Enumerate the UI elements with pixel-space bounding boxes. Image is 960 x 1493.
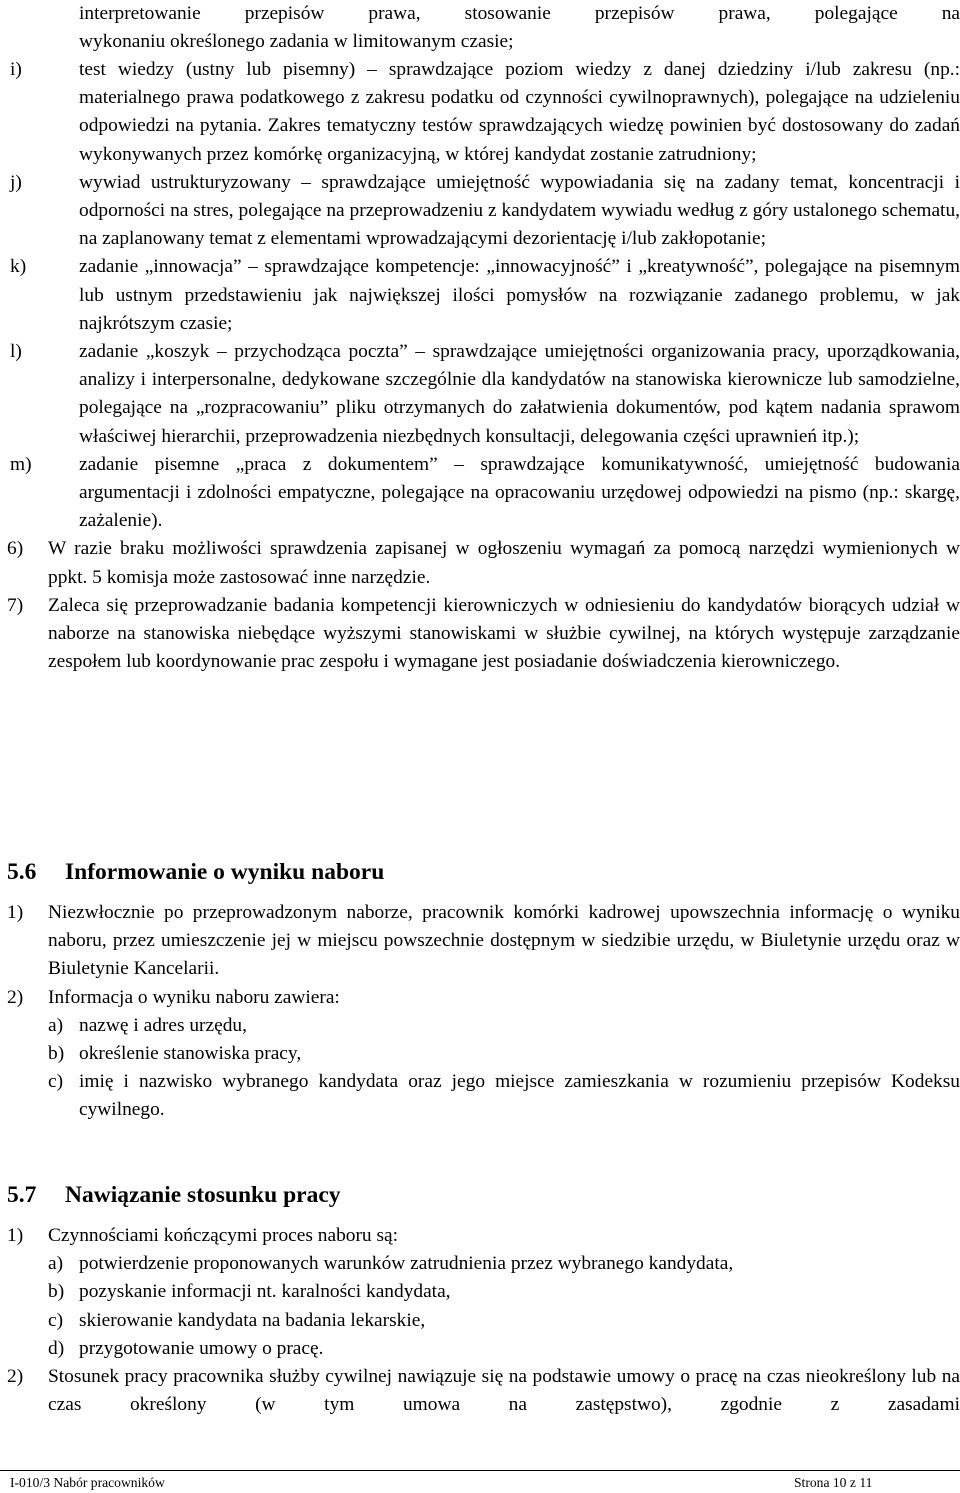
numbered-text: W razie braku możliwości sprawdzenia zapisanej w ogłoszeniu wymagań za pomocą narzędzi wymienionych w ppkt. 5 komisja może zastosować inne narzędzie.: [48, 538, 960, 588]
sub-label: c): [48, 1309, 64, 1331]
numbered-text: Zaleca się przeprowadzanie badania kompetencji kierowniczych w odniesieniu do kandydatów biorących udział w naborze na stanowiska niebędące wyższymi stanowiskami w służbie cywilnej, na których występuje zarządzanie zespołem lub koordynowanie prac zespołu i wymagane jest posiadanie doświadczenia kierowniczego.: [48, 594, 960, 673]
sub-label: a): [48, 1014, 64, 1036]
sub-item-c: [0, 1068, 960, 1124]
numbered-text: Czynnościami kończącymi proces naboru są:: [48, 1225, 398, 1246]
numbered-text: Informacja o wyniku naboru zawiera:: [48, 986, 340, 1008]
section-5-7: [0, 1180, 960, 1419]
numbered-label: 2): [7, 986, 24, 1008]
sub-label: d): [48, 1337, 65, 1359]
numbered-item-7: [0, 592, 960, 677]
list-item-m: [0, 451, 960, 536]
numbered-label: 1): [7, 1225, 24, 1246]
sub-item-b: [0, 1040, 960, 1068]
numbered-label: 6): [7, 538, 24, 560]
footer-page-number: Strona 10 z 11: [794, 1475, 873, 1490]
section-number: 5.6: [7, 859, 37, 885]
numbered-text: Niezwłocznie po przeprowadzonym naborze, pracownik komórki kadrowej upowszechnia informację o wyniku naboru, przez umieszczenie jej w miejscu powszechnie dostępnym w siedzibie urzędu, w Biuletynie urzędu oraz w Biuletynie Kancelarii.: [48, 902, 960, 980]
section-5-6: [0, 857, 960, 1125]
sub-text: przygotowanie umowy o pracę.: [79, 1337, 324, 1359]
sub-item-c: [0, 1307, 960, 1335]
numbered-label: 7): [7, 594, 24, 616]
sub-label: a): [48, 1253, 64, 1275]
sub-text: pozyskanie informacji nt. karalności kandydata,: [79, 1281, 451, 1303]
lettered-list: [0, 56, 960, 676]
list-text: test wiedzy (ustny lub pisemny) – sprawdzające poziom wiedzy z danej dziedziny i/lub zakresu (np.: materialnego prawa podatkowego z zakresu podatku od czynności cywilnoprawnych), polegające na udzieleniu odpowiedzi na pytania. Zakres tematyczny testów sprawdzających wiedzę powinien być dostosowany do zadań wykonywanych przez komórkę organizacyjną, w której kandydat zostanie zatrudniony;: [79, 59, 960, 165]
numbered-text: Stosunek pracy pracownika służby cywilnej nawiązuje się na podstawie umowy o pracę na czas nieokreślony lub na czas określony (w tym umowa na zastępstwo), zgodnie z zasadami: [48, 1366, 960, 1416]
sub-item-b: [0, 1278, 960, 1306]
sub-text: potwierdzenie proponowanych warunków zatrudnienia przez wybranego kandydata,: [79, 1253, 734, 1275]
list-text: zadanie „innowacja” – sprawdzające kompetencje: „innowacyjność” i „kreatywność”, polegające na pisemnym lub ustnym przedstawieniu jak największej ilości pomysłów na rozwiązanie zadanego problemu, w jak najkrótszym czasie;: [79, 256, 960, 334]
footer-document-id: I-010/3 Nabór pracowników: [10, 1475, 165, 1490]
list-item-l: [0, 338, 960, 451]
page-footer: [0, 1470, 960, 1490]
numbered-label: 1): [7, 902, 24, 923]
list-label: k): [10, 256, 27, 278]
section-number: 5.7: [7, 1182, 37, 1208]
sub-text: określenie stanowiska pracy,: [79, 1043, 302, 1065]
list-label: i): [10, 59, 22, 80]
sub-text: skierowanie kandydata na badania lekarskie,: [79, 1309, 426, 1331]
section-heading: [0, 1180, 960, 1210]
list-label: j): [10, 171, 22, 193]
numbered-item-6: [0, 535, 960, 591]
list-label: m): [10, 453, 32, 475]
continuation-line-2: wykonaniu określonego zadania w limitowanym czasie;: [79, 31, 514, 53]
sub-item-a: [0, 1250, 960, 1278]
section-heading: [0, 857, 960, 887]
sub-label: c): [48, 1071, 64, 1093]
list-text: wywiad ustrukturyzowany – sprawdzające umiejętność wypowiadania się na zadany temat, koncentracji i odporności na stres, polegające na przeprowadzeniu z kandydatem wywiadu według z góry ustalonego schematu, na zaplanowany temat z elementami wprowadzającymi dezorientację i/lub zakłopotanie;: [79, 171, 960, 250]
list-item-j: [0, 169, 960, 254]
numbered-label: 2): [7, 1366, 24, 1388]
sub-text: imię i nazwisko wybranego kandydata oraz jego miejsce zamieszkania w rozumieniu przepisów Kodeksu cywilnego.: [79, 1071, 960, 1121]
sub-label: b): [48, 1043, 65, 1065]
numbered-item-2: [0, 984, 960, 1012]
list-item-k: [0, 253, 960, 338]
continuation-line-1: interpretowanie przepisów prawa, stosowanie przepisów prawa, polegające na: [79, 3, 960, 24]
list-text: zadanie „koszyk – przychodząca poczta” – sprawdzające umiejętności organizowania pracy, uporządkowania, analizy i interpersonalne, dedykowane szczególnie dla kandydatów na stanowiska kierownicze lub samodzielne, polegające na „rozpracowaniu” pliku otrzymanych do załatwienia dokumentów, pod kątem nadania sprawom właściwej hierarchii, przeprowadzenia niezbędnych konsultacji, delegowania części uprawnień itp.);: [79, 341, 960, 447]
sub-item-a: [0, 1012, 960, 1040]
section-title: Informowanie o wyniku naboru: [65, 859, 385, 885]
section-title: Nawiązanie stosunku pracy: [65, 1182, 341, 1208]
continuation-text: [0, 0, 960, 56]
numbered-item-2: [0, 1363, 960, 1419]
numbered-item-1: [0, 1222, 960, 1250]
sub-text: nazwę i adres urzędu,: [79, 1014, 247, 1036]
sub-item-d: [0, 1335, 960, 1363]
list-text: zadanie pisemne „praca z dokumentem” – sprawdzające komunikatywność, umiejętność budowania argumentacji i zdolności empatyczne, polegające na opracowaniu urzędowej odpowiedzi na pismo (np.: skargę, zażalenie).: [79, 453, 960, 532]
list-item-i: [0, 56, 960, 169]
sub-label: b): [48, 1281, 65, 1303]
list-label: l): [10, 341, 22, 363]
numbered-item-1: [0, 899, 960, 984]
